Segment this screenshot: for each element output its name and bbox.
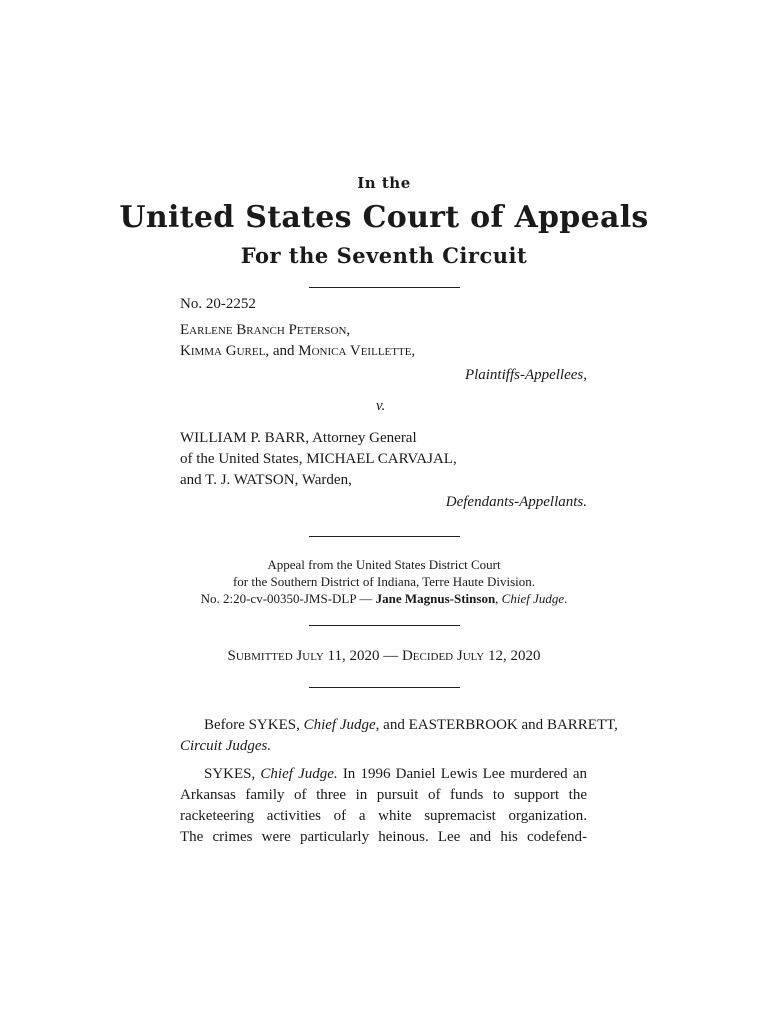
- plaintiff-name-gurel: Kimma Gurel: [180, 343, 266, 359]
- plaintiff-line-1: Earlene Branch Peterson,: [180, 322, 351, 338]
- opinion-author-sep: ,: [251, 766, 261, 782]
- opinion-line-2: Arkansas family of three in pursuit of funds to support the: [180, 787, 587, 803]
- panel-judge-sykes: SYKES: [248, 717, 297, 733]
- court-heading-in-the: In the: [357, 174, 411, 192]
- versus-text: v.: [376, 398, 386, 414]
- plaintiff-line-2: [180, 341, 415, 361]
- plaintiffs-role-text: Plaintiffs-Appellees,: [464, 367, 587, 383]
- defendants-role: [446, 492, 587, 512]
- panel-line-1: [180, 715, 618, 736]
- defendant-title-cont: of the United States,: [180, 451, 307, 467]
- panel-judge-easterbrook: EASTERBROOK: [408, 717, 518, 733]
- opinion-paragraph: [180, 764, 587, 848]
- panel-chief-title: Chief Judge: [303, 717, 376, 733]
- defendant-comma: ,: [452, 451, 457, 467]
- district-case-number: No. 2:20-cv-00350-JMS-DLP —: [200, 591, 376, 606]
- defendant-line-2: [180, 449, 457, 469]
- defendant-title-barr: , Attorney General: [305, 430, 417, 446]
- plaintiff-connector: , and: [265, 343, 299, 359]
- panel-sep-and: , and: [375, 717, 409, 733]
- opinion-line-1: [180, 764, 587, 785]
- plaintiffs-role: [465, 365, 587, 385]
- defendant-connector: and: [180, 472, 206, 488]
- appeal-line-3: [0, 590, 768, 607]
- district-judge-title: Chief Judge: [501, 591, 565, 606]
- district-judge-period: .: [564, 591, 568, 606]
- plaintiff-comma: ,: [411, 343, 416, 359]
- defendant-name-watson: T. J. WATSON: [205, 472, 295, 488]
- appeal-line-2: for the Southern District of Indiana, Terre Haute Division.: [232, 574, 536, 589]
- appeal-line-1: Appeal from the United States District Court: [267, 557, 501, 572]
- divider-rule: [309, 687, 460, 688]
- divider-rule: [309, 536, 460, 537]
- panel-before: Before: [204, 717, 249, 733]
- opinion-author-title: Chief Judge.: [260, 766, 338, 782]
- defendant-line-3: [180, 470, 352, 490]
- plaintiff-name-veillette: Monica Veillette: [298, 343, 412, 359]
- panel-paragraph: [180, 715, 618, 757]
- court-heading-circuit: For the Seventh Circuit: [240, 243, 528, 268]
- district-judge-name: Jane Magnus-Stinson: [375, 591, 496, 606]
- divider-rule: [309, 625, 460, 626]
- defendant-line-1: [180, 428, 417, 448]
- versus: [376, 396, 385, 416]
- opinion-line-4: The crimes were particularly heinous. Lee and his codefend-: [180, 829, 587, 845]
- court-heading-name: United States Court of Appeals: [119, 200, 649, 235]
- defendant-name-carvajal: MICHAEL CARVAJAL: [306, 451, 453, 467]
- panel-and: and: [517, 717, 547, 733]
- case-number: No. 20-2252: [180, 296, 256, 312]
- defendant-title-watson: , Warden,: [294, 472, 352, 488]
- divider-rule: [309, 287, 460, 288]
- panel-comma: ,: [614, 717, 618, 733]
- defendant-name-barr: WILLIAM P. BARR: [180, 430, 306, 446]
- opinion-author: SYKES: [204, 766, 252, 782]
- panel-sep: ,: [296, 717, 304, 733]
- opinion-text-1: In 1996 Daniel Lewis Lee murdered an: [337, 766, 587, 782]
- opinion-line-3: racketeering activities of a white supremacist organization.: [180, 808, 587, 824]
- panel-line-2: [180, 736, 587, 757]
- submission-dates: Submitted July 11, 2020 — Decided July 12, 2020: [227, 648, 541, 664]
- panel-judge-barrett: BARRETT: [546, 717, 615, 733]
- defendants-role-text: Defendants-Appellants.: [445, 494, 587, 510]
- district-judge-sep: ,: [495, 591, 502, 606]
- panel-circuit-judges: Circuit Judges.: [180, 738, 272, 754]
